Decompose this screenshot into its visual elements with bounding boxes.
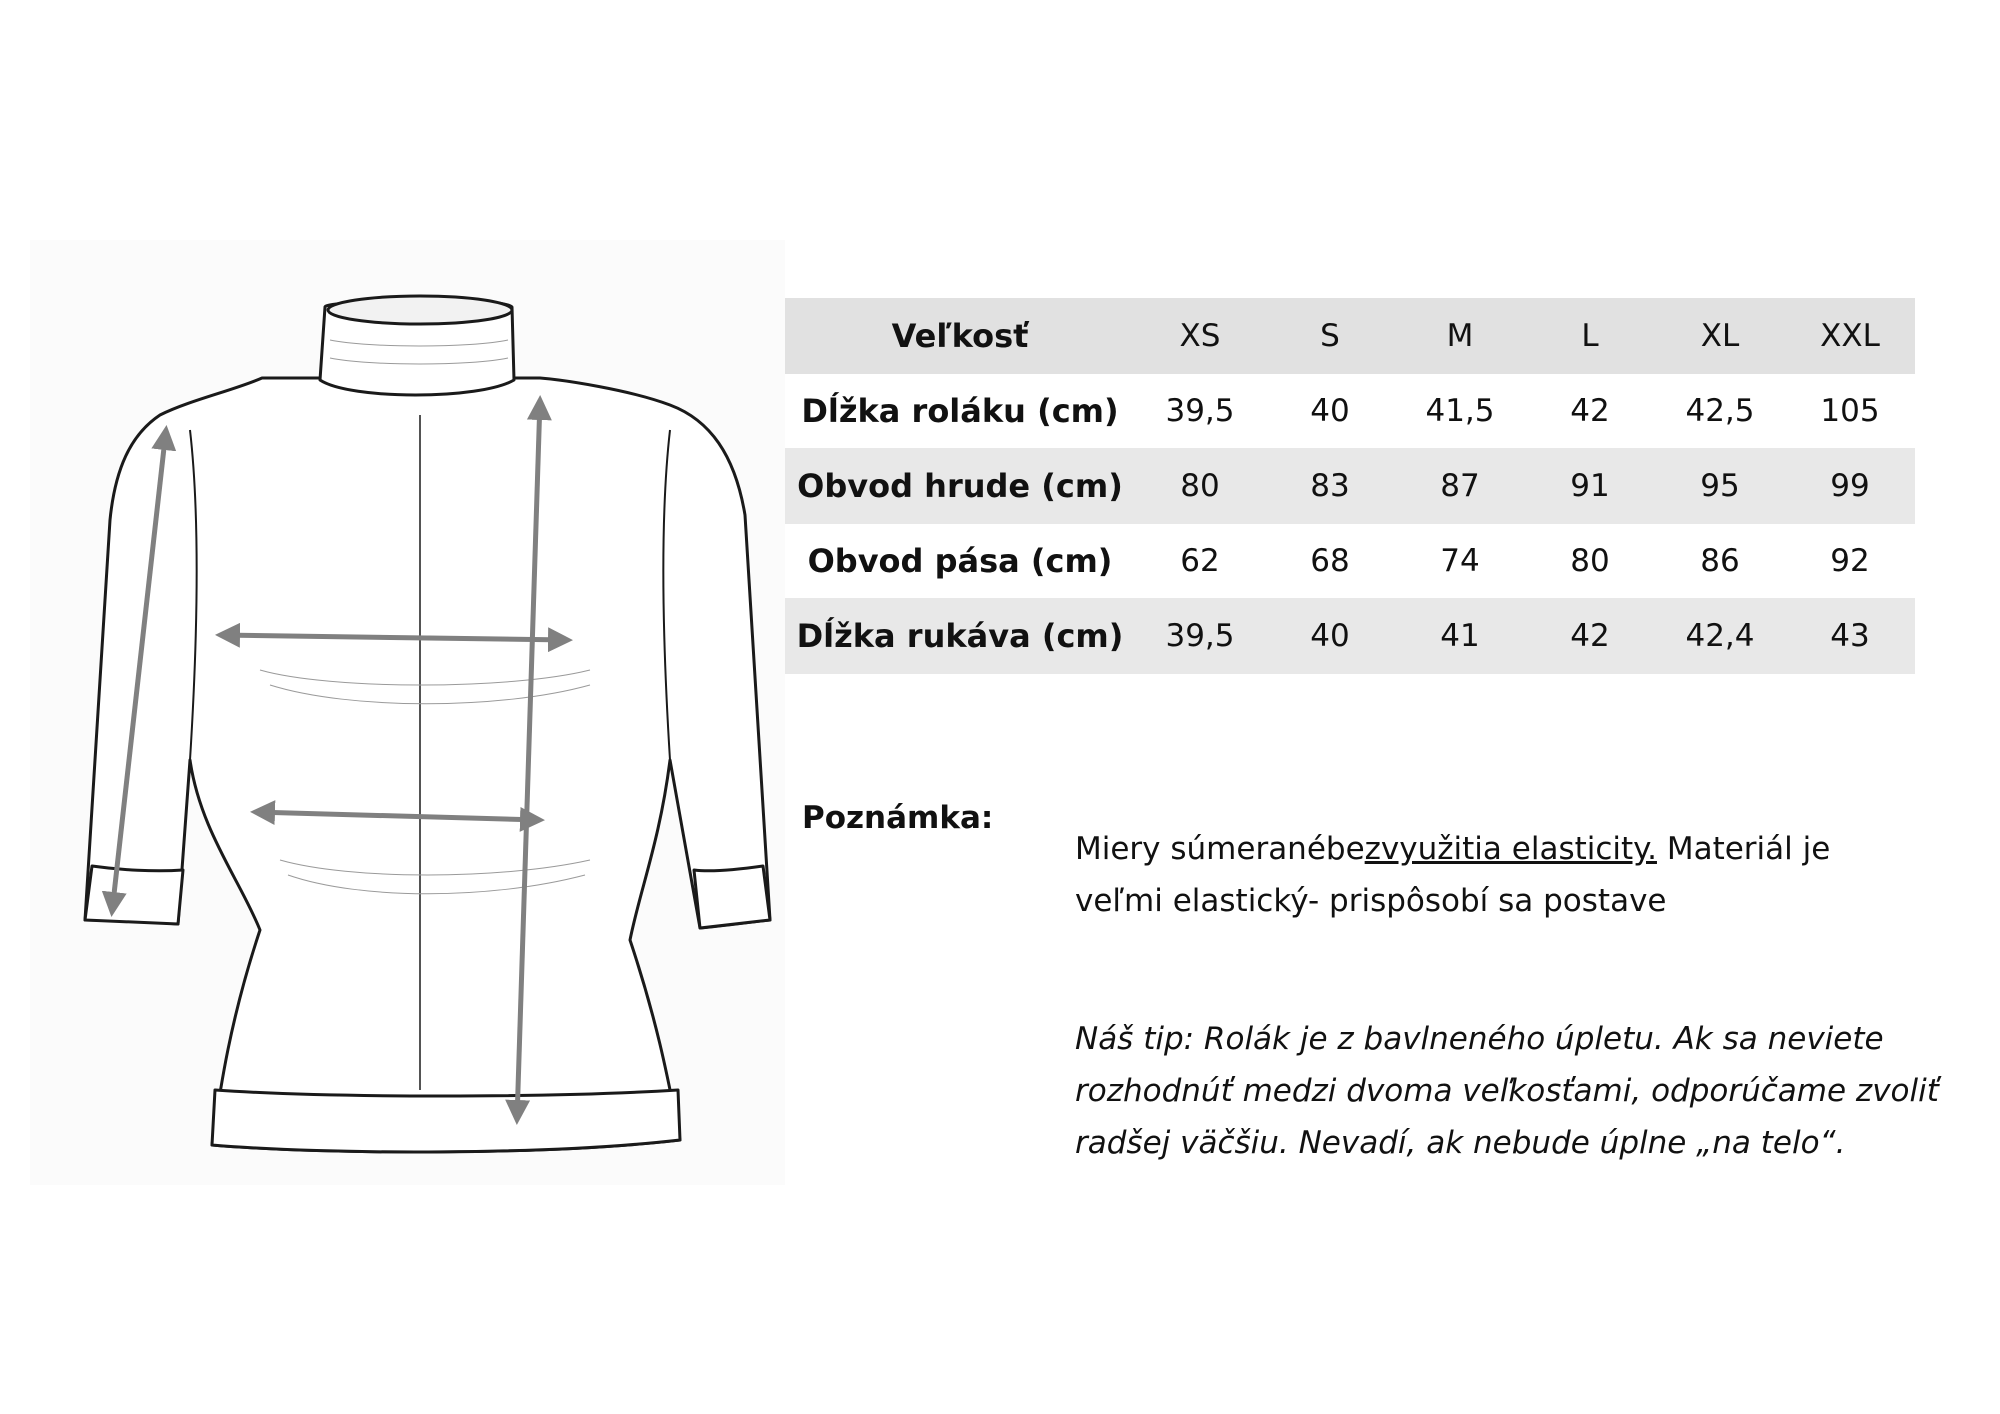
table-cell: 42,4 xyxy=(1685,618,1755,654)
table-cell: 74 xyxy=(1440,543,1480,579)
note-text xyxy=(1075,823,1935,927)
table-row xyxy=(785,598,1915,674)
table-cell: 92 xyxy=(1830,543,1870,579)
table-cell: 62 xyxy=(1180,543,1220,579)
table-cell: 80 xyxy=(1180,468,1220,504)
table-cell: 99 xyxy=(1830,468,1870,504)
table-cell: 105 xyxy=(1820,393,1880,429)
note-line-1-end: Materiál je xyxy=(1656,831,1831,867)
header-size-label: Veľkosť xyxy=(891,317,1029,355)
note-line-2: veľmi elastický- prispôsobí sa postave xyxy=(1075,883,1667,919)
row-label: Obvod pása (cm) xyxy=(807,542,1113,580)
size-s: S xyxy=(1320,318,1340,354)
size-xs: XS xyxy=(1179,318,1221,354)
table-cell: 83 xyxy=(1310,468,1350,504)
table-cell: 39,5 xyxy=(1165,618,1235,654)
table-cell: 42,5 xyxy=(1685,393,1755,429)
table-cell: 39,5 xyxy=(1165,393,1235,429)
row-label: Dĺžka rukáva (cm) xyxy=(796,617,1124,655)
note-heading: Poznámka: xyxy=(802,800,994,836)
table-cell: 91 xyxy=(1570,468,1610,504)
note-line-1 xyxy=(1075,823,1935,875)
tip-line-2: rozhodnúť medzi dvoma veľkosťami, odporúčame zvoliť xyxy=(1075,1073,1939,1109)
size-table xyxy=(785,298,1915,674)
table-row xyxy=(785,524,1915,598)
table-cell: 95 xyxy=(1700,468,1740,504)
size-xxl: XXL xyxy=(1820,318,1880,354)
table-cell: 42 xyxy=(1570,393,1610,429)
table-cell: 86 xyxy=(1700,543,1740,579)
tip-line-3: radšej väčšiu. Nevadí, ak nebude úplne „na telo“. xyxy=(1075,1125,1846,1161)
table-header-row xyxy=(785,298,1915,374)
tip-text xyxy=(1075,1013,1975,1169)
turtleneck-top-icon xyxy=(30,240,785,1185)
size-m: M xyxy=(1446,318,1474,354)
garment-illustration xyxy=(30,240,785,1185)
table-cell: 40 xyxy=(1310,618,1350,654)
table-cell: 80 xyxy=(1570,543,1610,579)
table-row xyxy=(785,374,1915,448)
table-cell: 43 xyxy=(1830,618,1870,654)
table-cell: 87 xyxy=(1440,468,1480,504)
size-xl: XL xyxy=(1700,318,1740,354)
row-label: Obvod hrude (cm) xyxy=(797,467,1123,505)
table-cell: 68 xyxy=(1310,543,1350,579)
table-cell: 40 xyxy=(1310,393,1350,429)
table-cell: 41 xyxy=(1440,618,1480,654)
size-l: L xyxy=(1581,318,1599,354)
row-label: Dĺžka roláku (cm) xyxy=(801,392,1119,430)
tip-line-1: Náš tip: Rolák je z bavlneného úpletu. Ak sa neviete xyxy=(1075,1021,1884,1057)
table-cell: 41,5 xyxy=(1425,393,1495,429)
note-line-1-start: Miery súmeranébe xyxy=(1075,831,1365,867)
table-cell: 42 xyxy=(1570,618,1610,654)
table-row xyxy=(785,448,1915,524)
note-line-1-underlined: zvyužitia elasticity. xyxy=(1364,831,1657,867)
